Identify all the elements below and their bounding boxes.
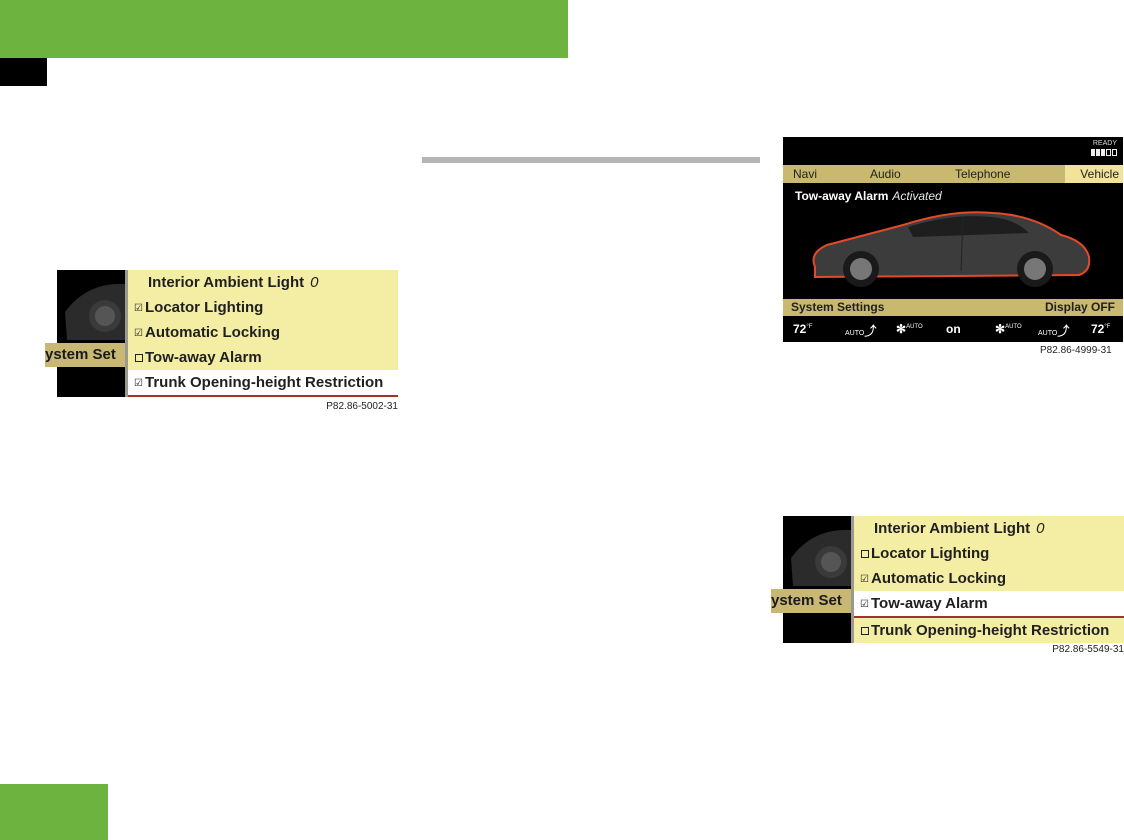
- checkbox-unchecked-icon[interactable]: [861, 627, 869, 635]
- menu-item-label: Trunk Opening-height Restriction: [871, 622, 1110, 639]
- car-thumbnail-icon: [783, 516, 851, 643]
- checkbox-checked-icon[interactable]: ☑: [860, 573, 869, 585]
- menu-item-label: Automatic Locking: [871, 570, 1007, 587]
- car-thumbnail-icon: [57, 270, 125, 397]
- temp-right[interactable]: $72^{^\circ F}$: [1091, 322, 1111, 336]
- main-menu-bar: [783, 165, 1123, 183]
- menu-item-interior-ambient-light[interactable]: [128, 270, 398, 295]
- ready-indicator: READY: [1092, 140, 1117, 147]
- checkbox-unchecked-icon[interactable]: [135, 354, 143, 362]
- climate-mode[interactable]: on: [946, 322, 961, 336]
- menu-item-label: Interior Ambient Light: [874, 520, 1031, 537]
- checkbox-checked-icon[interactable]: ☑: [134, 377, 143, 389]
- menu-item-label: Trunk Opening-height Restriction: [145, 374, 384, 391]
- softkey-bar: [783, 299, 1123, 316]
- page-marker-tab: [0, 58, 47, 86]
- menu-item-trunk-opening-height-restriction[interactable]: [128, 370, 398, 397]
- temp-left[interactable]: $72^{^\circ F}$: [793, 322, 813, 336]
- menu-item-label: Automatic Locking: [145, 324, 281, 341]
- menu-item-label: Locator Lighting: [871, 545, 990, 562]
- header-green-bar: [0, 0, 568, 58]
- checkbox-checked-icon[interactable]: ☑: [134, 327, 143, 339]
- footer-page-tab: [0, 784, 108, 840]
- system-settings-label: ystem Set: [771, 589, 851, 613]
- car-icon: [803, 205, 1093, 295]
- menu-item-label: Tow-away Alarm: [871, 595, 988, 612]
- display-off-softkey[interactable]: Display OFF: [1044, 300, 1115, 314]
- tab-telephone[interactable]: Telephone: [955, 167, 1011, 181]
- checkbox-unchecked-icon[interactable]: [861, 550, 869, 558]
- menu-item-trunk-opening-height-restriction[interactable]: [854, 618, 1124, 643]
- menu-item-tow-away-alarm[interactable]: [128, 345, 398, 370]
- menu-item-label: Locator Lighting: [145, 299, 264, 316]
- climate-bar: [783, 318, 1123, 340]
- figure-code: P82.86-5002-31: [326, 401, 398, 412]
- car-thumbnail: [45, 270, 125, 397]
- auto-airflow-left-icon[interactable]: AUTO⤴: [845, 324, 877, 338]
- menu-item-label: Tow-away Alarm: [145, 349, 262, 366]
- menu-item-value: 0: [1036, 520, 1045, 537]
- menu-item-value: 0: [310, 274, 319, 291]
- menu-item-locator-lighting[interactable]: [854, 541, 1124, 566]
- fan-auto-right-icon[interactable]: ✻$^{AUTO}$: [995, 322, 1022, 336]
- settings-list: [854, 516, 1124, 643]
- auto-airflow-right-icon[interactable]: AUTO⤴: [1038, 324, 1070, 338]
- figure-code: P82.86-5549-31: [1052, 644, 1124, 655]
- settings-list: [128, 270, 398, 397]
- menu-item-automatic-locking[interactable]: [128, 320, 398, 345]
- menu-item-interior-ambient-light[interactable]: [854, 516, 1124, 541]
- menu-item-automatic-locking[interactable]: [854, 566, 1124, 591]
- tab-vehicle[interactable]: Vehicle: [1065, 165, 1123, 183]
- status-title: Tow-away Alarm: [795, 189, 889, 203]
- tab-navi[interactable]: Navi: [793, 167, 818, 181]
- cockpit-display: [783, 137, 1123, 342]
- settings-panel-top: [45, 270, 398, 415]
- section-rule: [422, 157, 760, 163]
- tab-audio[interactable]: Audio: [870, 167, 901, 181]
- status-message: [795, 189, 942, 203]
- menu-item-locator-lighting[interactable]: [128, 295, 398, 320]
- system-settings-softkey[interactable]: System Settings: [791, 300, 885, 314]
- menu-item-label: Interior Ambient Light: [148, 274, 305, 291]
- figure-code: P82.86-4999-31: [1040, 345, 1112, 356]
- fan-auto-left-icon[interactable]: ✻$^{AUTO}$: [896, 322, 923, 336]
- settings-panel-bottom: [771, 516, 1124, 661]
- signal-bars-icon: [1091, 149, 1117, 156]
- system-settings-label: ystem Set: [45, 343, 125, 367]
- status-value: Activated: [892, 189, 942, 203]
- car-thumbnail: [771, 516, 851, 643]
- checkbox-checked-icon[interactable]: ☑: [860, 598, 869, 610]
- checkbox-checked-icon[interactable]: ☑: [134, 302, 143, 314]
- menu-item-tow-away-alarm[interactable]: [854, 591, 1124, 618]
